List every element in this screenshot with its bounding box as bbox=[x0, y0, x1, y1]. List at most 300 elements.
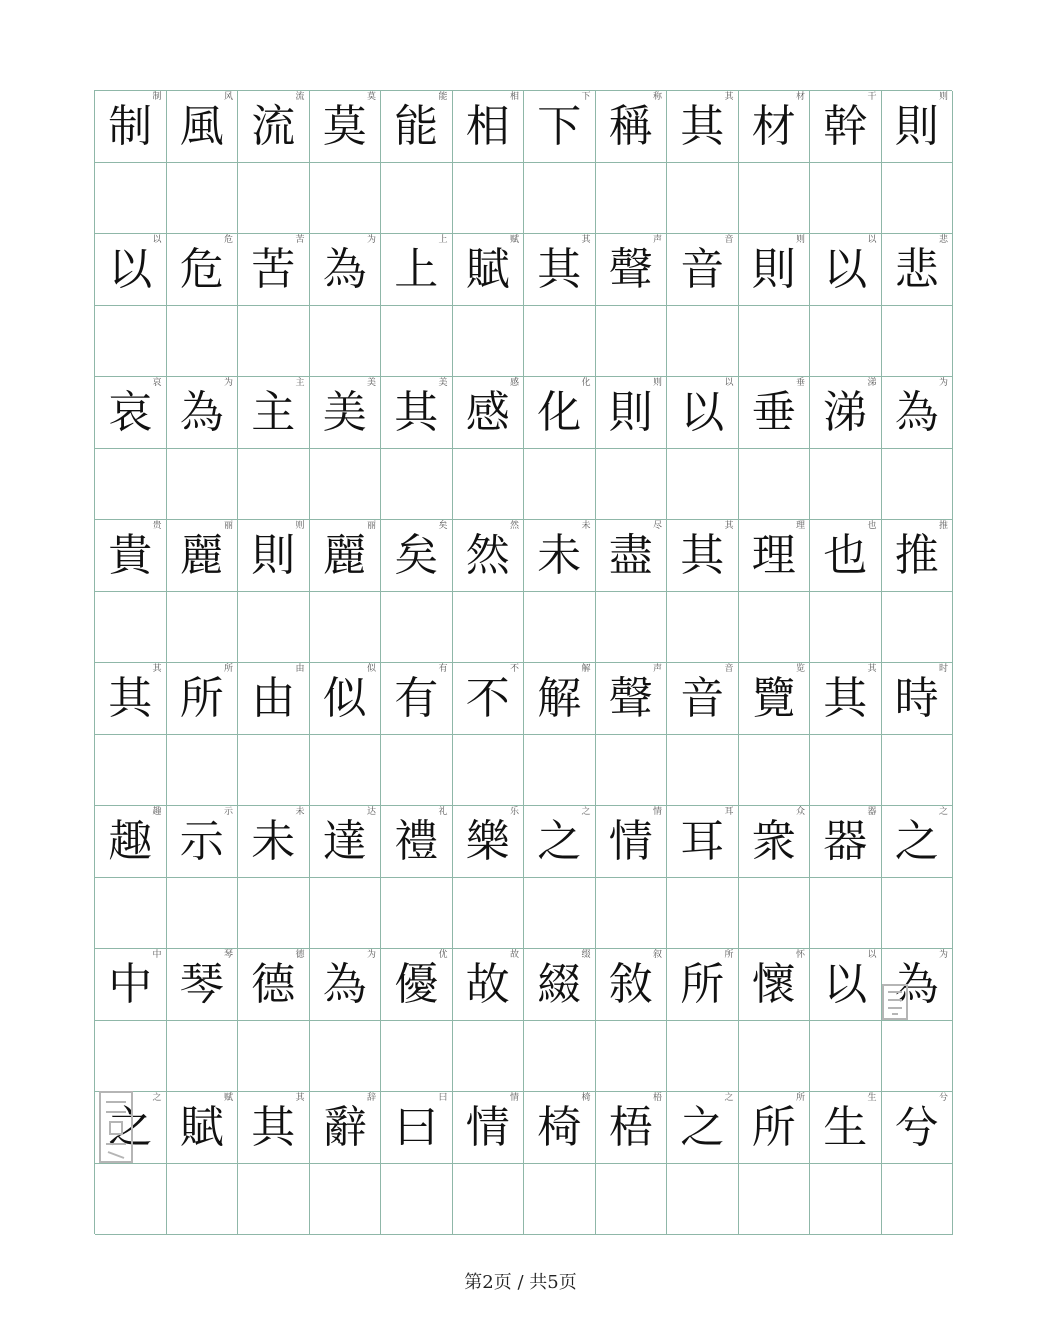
simplified-hint: 达 bbox=[366, 807, 376, 817]
simplified-hint: 美 bbox=[438, 378, 448, 388]
simplified-hint: 则 bbox=[295, 521, 305, 531]
practice-cell bbox=[453, 735, 525, 807]
simplified-hint: 由 bbox=[295, 664, 305, 674]
char-cell bbox=[167, 234, 239, 306]
char-cell bbox=[810, 234, 882, 306]
simplified-hint: 美 bbox=[366, 378, 376, 388]
traditional-char: 則 bbox=[894, 101, 939, 152]
practice-cell bbox=[453, 306, 525, 378]
practice-cell bbox=[310, 163, 382, 235]
practice-cell bbox=[238, 592, 310, 664]
char-cell bbox=[95, 234, 167, 306]
practice-cell bbox=[667, 878, 739, 950]
practice-cell bbox=[95, 1021, 167, 1093]
traditional-char: 達 bbox=[322, 816, 367, 867]
char-cell bbox=[739, 663, 811, 735]
practice-cell bbox=[238, 878, 310, 950]
practice-cell bbox=[739, 163, 811, 235]
traditional-char: 未 bbox=[537, 530, 582, 581]
char-cell bbox=[596, 1092, 668, 1164]
simplified-hint: 椅 bbox=[581, 1093, 591, 1103]
traditional-char: 上 bbox=[394, 244, 439, 295]
simplified-hint: 尽 bbox=[652, 521, 662, 531]
traditional-char: 所 bbox=[179, 673, 224, 724]
traditional-char: 其 bbox=[680, 101, 725, 152]
traditional-char: 麗 bbox=[322, 530, 367, 581]
simplified-hint: 以 bbox=[152, 235, 162, 245]
traditional-char: 解 bbox=[537, 673, 582, 724]
simplified-hint: 推 bbox=[938, 521, 948, 531]
traditional-char: 曰 bbox=[394, 1102, 439, 1153]
practice-cell bbox=[310, 449, 382, 521]
simplified-hint: 主 bbox=[295, 378, 305, 388]
simplified-hint: 之 bbox=[152, 1093, 162, 1103]
practice-cell bbox=[524, 735, 596, 807]
practice-cell bbox=[453, 449, 525, 521]
simplified-hint: 为 bbox=[938, 378, 948, 388]
traditional-char: 材 bbox=[751, 101, 796, 152]
practice-cell bbox=[810, 449, 882, 521]
practice-cell bbox=[667, 1164, 739, 1236]
char-cell bbox=[167, 377, 239, 449]
char-cell bbox=[238, 91, 310, 163]
practice-cell bbox=[524, 1021, 596, 1093]
simplified-hint: 赋 bbox=[509, 235, 519, 245]
traditional-char: 之 bbox=[680, 1102, 725, 1153]
traditional-char: 由 bbox=[251, 673, 296, 724]
simplified-hint: 故 bbox=[509, 950, 519, 960]
simplified-hint: 哀 bbox=[152, 378, 162, 388]
practice-cell bbox=[739, 306, 811, 378]
simplified-hint: 理 bbox=[795, 521, 805, 531]
simplified-hint: 音 bbox=[724, 664, 734, 674]
traditional-char: 矣 bbox=[394, 530, 439, 581]
traditional-char: 相 bbox=[465, 101, 510, 152]
simplified-hint: 中 bbox=[152, 950, 162, 960]
simplified-hint: 所 bbox=[223, 664, 233, 674]
traditional-char: 之 bbox=[894, 816, 939, 867]
char-cell bbox=[596, 91, 668, 163]
practice-cell bbox=[453, 592, 525, 664]
practice-cell bbox=[810, 878, 882, 950]
simplified-hint: 所 bbox=[724, 950, 734, 960]
char-cell bbox=[310, 663, 382, 735]
traditional-char: 示 bbox=[179, 816, 224, 867]
simplified-hint: 未 bbox=[581, 521, 591, 531]
traditional-char: 盡 bbox=[608, 530, 653, 581]
simplified-hint: 赋 bbox=[223, 1093, 233, 1103]
traditional-char: 能 bbox=[394, 101, 439, 152]
practice-cell bbox=[453, 163, 525, 235]
traditional-char: 其 bbox=[251, 1102, 296, 1153]
traditional-char: 覽 bbox=[751, 673, 796, 724]
simplified-hint: 怀 bbox=[795, 950, 805, 960]
traditional-char: 似 bbox=[322, 673, 367, 724]
simplified-hint: 其 bbox=[724, 521, 734, 531]
char-cell bbox=[882, 1092, 954, 1164]
simplified-hint: 下 bbox=[581, 92, 591, 102]
practice-cell bbox=[882, 592, 954, 664]
traditional-char: 風 bbox=[179, 101, 224, 152]
char-cell bbox=[310, 806, 382, 878]
char-cell bbox=[882, 663, 954, 735]
traditional-char: 優 bbox=[394, 959, 439, 1010]
traditional-char: 以 bbox=[108, 244, 153, 295]
simplified-hint: 优 bbox=[438, 950, 448, 960]
simplified-hint: 众 bbox=[795, 807, 805, 817]
traditional-char: 不 bbox=[465, 673, 510, 724]
char-cell bbox=[524, 806, 596, 878]
traditional-char: 敘 bbox=[608, 959, 653, 1010]
practice-cell bbox=[453, 1021, 525, 1093]
simplified-hint: 情 bbox=[652, 807, 662, 817]
traditional-char: 為 bbox=[322, 244, 367, 295]
practice-cell bbox=[95, 163, 167, 235]
practice-cell bbox=[596, 306, 668, 378]
practice-cell bbox=[524, 449, 596, 521]
traditional-char: 之 bbox=[537, 816, 582, 867]
traditional-char: 稱 bbox=[608, 101, 653, 152]
char-cell bbox=[167, 949, 239, 1021]
practice-cell bbox=[238, 306, 310, 378]
char-cell bbox=[667, 377, 739, 449]
practice-cell bbox=[381, 735, 453, 807]
traditional-char: 危 bbox=[179, 244, 224, 295]
char-cell bbox=[739, 520, 811, 592]
simplified-hint: 垂 bbox=[795, 378, 805, 388]
simplified-hint: 缀 bbox=[581, 950, 591, 960]
traditional-char: 化 bbox=[537, 387, 582, 438]
practice-cell bbox=[381, 306, 453, 378]
traditional-char: 為 bbox=[894, 387, 939, 438]
char-cell bbox=[739, 91, 811, 163]
char-cell bbox=[238, 377, 310, 449]
practice-cell bbox=[453, 1164, 525, 1236]
char-cell bbox=[667, 663, 739, 735]
practice-cell bbox=[167, 1164, 239, 1236]
traditional-char: 其 bbox=[108, 673, 153, 724]
traditional-char: 為 bbox=[322, 959, 367, 1010]
simplified-hint: 声 bbox=[652, 664, 662, 674]
char-cell bbox=[739, 234, 811, 306]
char-cell bbox=[453, 1092, 525, 1164]
practice-cell bbox=[667, 1021, 739, 1093]
char-cell bbox=[667, 949, 739, 1021]
practice-cell bbox=[381, 449, 453, 521]
simplified-hint: 其 bbox=[295, 1093, 305, 1103]
simplified-hint: 也 bbox=[867, 521, 877, 531]
practice-cell bbox=[667, 735, 739, 807]
traditional-char: 聲 bbox=[608, 244, 653, 295]
char-cell bbox=[381, 949, 453, 1021]
char-cell bbox=[167, 663, 239, 735]
traditional-char: 下 bbox=[537, 101, 582, 152]
simplified-hint: 生 bbox=[867, 1093, 877, 1103]
traditional-char: 以 bbox=[823, 959, 868, 1010]
page-footer: 第2页 / 共5页 bbox=[464, 1272, 577, 1293]
traditional-char: 其 bbox=[823, 673, 868, 724]
char-cell bbox=[95, 1092, 167, 1164]
traditional-char: 衆 bbox=[751, 816, 796, 867]
simplified-hint: 则 bbox=[652, 378, 662, 388]
practice-cell bbox=[310, 306, 382, 378]
traditional-char: 為 bbox=[894, 959, 939, 1010]
simplified-hint: 相 bbox=[509, 92, 519, 102]
simplified-hint: 矣 bbox=[438, 521, 448, 531]
simplified-hint: 以 bbox=[867, 235, 877, 245]
practice-cell bbox=[739, 735, 811, 807]
simplified-hint: 危 bbox=[223, 235, 233, 245]
simplified-hint: 叙 bbox=[652, 950, 662, 960]
simplified-hint: 之 bbox=[581, 807, 591, 817]
practice-cell bbox=[238, 1021, 310, 1093]
practice-cell bbox=[95, 449, 167, 521]
practice-cell bbox=[95, 1164, 167, 1236]
simplified-hint: 然 bbox=[509, 521, 519, 531]
traditional-char: 禮 bbox=[394, 816, 439, 867]
practice-cell bbox=[95, 592, 167, 664]
char-cell bbox=[810, 806, 882, 878]
traditional-char: 則 bbox=[608, 387, 653, 438]
practice-cell bbox=[596, 1021, 668, 1093]
char-cell bbox=[381, 663, 453, 735]
char-cell bbox=[667, 1092, 739, 1164]
simplified-hint: 兮 bbox=[938, 1093, 948, 1103]
traditional-char: 時 bbox=[894, 673, 939, 724]
simplified-hint: 为 bbox=[223, 378, 233, 388]
simplified-hint: 曰 bbox=[438, 1093, 448, 1103]
traditional-char: 聲 bbox=[608, 673, 653, 724]
practice-cell bbox=[882, 449, 954, 521]
simplified-hint: 览 bbox=[795, 664, 805, 674]
simplified-hint: 悲 bbox=[938, 235, 948, 245]
simplified-hint: 梧 bbox=[652, 1093, 662, 1103]
traditional-char: 制 bbox=[108, 101, 153, 152]
char-cell bbox=[882, 377, 954, 449]
char-cell bbox=[238, 806, 310, 878]
char-cell bbox=[453, 377, 525, 449]
char-cell bbox=[95, 663, 167, 735]
char-cell bbox=[810, 949, 882, 1021]
practice-cell bbox=[882, 735, 954, 807]
char-cell bbox=[524, 91, 596, 163]
practice-cell bbox=[882, 306, 954, 378]
simplified-hint: 风 bbox=[223, 92, 233, 102]
practice-cell bbox=[310, 1164, 382, 1236]
simplified-hint: 之 bbox=[938, 807, 948, 817]
simplified-hint: 则 bbox=[938, 92, 948, 102]
traditional-char: 琴 bbox=[179, 959, 224, 1010]
char-cell bbox=[667, 520, 739, 592]
char-cell bbox=[167, 806, 239, 878]
traditional-char: 故 bbox=[465, 959, 510, 1010]
simplified-hint: 制 bbox=[152, 92, 162, 102]
char-cell bbox=[596, 663, 668, 735]
char-cell bbox=[310, 91, 382, 163]
practice-cell bbox=[524, 163, 596, 235]
traditional-char: 梧 bbox=[608, 1102, 653, 1153]
practice-cell bbox=[310, 1021, 382, 1093]
simplified-hint: 之 bbox=[724, 1093, 734, 1103]
char-cell bbox=[453, 949, 525, 1021]
traditional-char: 以 bbox=[823, 244, 868, 295]
char-cell bbox=[238, 663, 310, 735]
char-cell bbox=[524, 377, 596, 449]
practice-cell bbox=[739, 878, 811, 950]
simplified-hint: 以 bbox=[867, 950, 877, 960]
char-cell bbox=[524, 949, 596, 1021]
char-cell bbox=[381, 1092, 453, 1164]
simplified-hint: 流 bbox=[295, 92, 305, 102]
traditional-char: 兮 bbox=[894, 1102, 939, 1153]
char-cell bbox=[310, 1092, 382, 1164]
traditional-char: 情 bbox=[608, 816, 653, 867]
simplified-hint: 丽 bbox=[223, 521, 233, 531]
char-cell bbox=[882, 234, 954, 306]
traditional-char: 有 bbox=[394, 673, 439, 724]
simplified-hint: 所 bbox=[795, 1093, 805, 1103]
simplified-hint: 能 bbox=[438, 92, 448, 102]
simplified-hint: 上 bbox=[438, 235, 448, 245]
simplified-hint: 不 bbox=[509, 664, 519, 674]
simplified-hint: 莫 bbox=[366, 92, 376, 102]
char-cell bbox=[381, 91, 453, 163]
char-cell bbox=[95, 520, 167, 592]
practice-cell bbox=[167, 306, 239, 378]
char-cell bbox=[310, 949, 382, 1021]
char-cell bbox=[596, 234, 668, 306]
char-cell bbox=[524, 520, 596, 592]
traditional-char: 樂 bbox=[465, 816, 510, 867]
practice-cell bbox=[238, 1164, 310, 1236]
traditional-char: 生 bbox=[823, 1102, 868, 1153]
traditional-char: 器 bbox=[823, 816, 868, 867]
simplified-hint: 声 bbox=[652, 235, 662, 245]
practice-cell bbox=[667, 592, 739, 664]
char-cell bbox=[381, 377, 453, 449]
traditional-char: 音 bbox=[680, 673, 725, 724]
char-cell bbox=[739, 949, 811, 1021]
traditional-char: 美 bbox=[322, 387, 367, 438]
practice-cell bbox=[596, 163, 668, 235]
char-cell bbox=[238, 949, 310, 1021]
practice-cell bbox=[882, 163, 954, 235]
char-cell bbox=[882, 91, 954, 163]
simplified-hint: 有 bbox=[438, 664, 448, 674]
char-cell bbox=[810, 377, 882, 449]
char-cell bbox=[882, 949, 954, 1021]
simplified-hint: 耳 bbox=[724, 807, 734, 817]
practice-cell bbox=[381, 592, 453, 664]
simplified-hint: 解 bbox=[581, 664, 591, 674]
practice-cell bbox=[524, 878, 596, 950]
practice-cell bbox=[739, 1021, 811, 1093]
traditional-char: 趣 bbox=[108, 816, 153, 867]
practice-cell bbox=[667, 306, 739, 378]
practice-cell bbox=[238, 449, 310, 521]
char-cell bbox=[238, 1092, 310, 1164]
simplified-hint: 则 bbox=[795, 235, 805, 245]
practice-cell bbox=[596, 592, 668, 664]
traditional-char: 賦 bbox=[179, 1102, 224, 1153]
practice-cell bbox=[882, 1164, 954, 1236]
practice-cell bbox=[381, 878, 453, 950]
traditional-char: 幹 bbox=[823, 101, 868, 152]
simplified-hint: 其 bbox=[581, 235, 591, 245]
practice-cell bbox=[810, 735, 882, 807]
traditional-char: 哀 bbox=[108, 387, 153, 438]
simplified-hint: 乐 bbox=[509, 807, 519, 817]
simplified-hint: 其 bbox=[152, 664, 162, 674]
char-cell bbox=[667, 806, 739, 878]
practice-cell bbox=[167, 163, 239, 235]
traditional-char: 綴 bbox=[537, 959, 582, 1010]
practice-cell bbox=[310, 878, 382, 950]
simplified-hint: 未 bbox=[295, 807, 305, 817]
char-cell bbox=[310, 234, 382, 306]
traditional-char: 賦 bbox=[465, 244, 510, 295]
practice-cell bbox=[381, 1164, 453, 1236]
traditional-char: 其 bbox=[537, 244, 582, 295]
char-cell bbox=[310, 377, 382, 449]
practice-cell bbox=[882, 1021, 954, 1093]
traditional-char: 則 bbox=[751, 244, 796, 295]
simplified-hint: 似 bbox=[366, 664, 376, 674]
char-cell bbox=[596, 949, 668, 1021]
traditional-char: 涕 bbox=[823, 387, 868, 438]
traditional-char: 苦 bbox=[251, 244, 296, 295]
practice-cell bbox=[882, 878, 954, 950]
simplified-hint: 感 bbox=[509, 378, 519, 388]
char-cell bbox=[453, 806, 525, 878]
traditional-char: 莫 bbox=[322, 101, 367, 152]
simplified-hint: 称 bbox=[652, 92, 662, 102]
traditional-char: 耳 bbox=[680, 816, 725, 867]
char-cell bbox=[810, 520, 882, 592]
traditional-char: 所 bbox=[680, 959, 725, 1010]
char-cell bbox=[453, 234, 525, 306]
simplified-hint: 趣 bbox=[152, 807, 162, 817]
simplified-hint: 为 bbox=[366, 950, 376, 960]
practice-cell bbox=[596, 735, 668, 807]
practice-cell bbox=[596, 449, 668, 521]
practice-cell bbox=[810, 1164, 882, 1236]
traditional-char: 則 bbox=[251, 530, 296, 581]
char-cell bbox=[882, 520, 954, 592]
practice-cell bbox=[524, 306, 596, 378]
traditional-char: 情 bbox=[465, 1102, 510, 1153]
practice-cell bbox=[381, 163, 453, 235]
simplified-hint: 为 bbox=[366, 235, 376, 245]
simplified-hint: 器 bbox=[867, 807, 877, 817]
traditional-char: 以 bbox=[680, 387, 725, 438]
char-cell bbox=[524, 663, 596, 735]
traditional-char: 推 bbox=[894, 530, 939, 581]
practice-cell bbox=[95, 878, 167, 950]
traditional-char: 然 bbox=[465, 530, 510, 581]
simplified-hint: 其 bbox=[724, 92, 734, 102]
practice-cell bbox=[524, 1164, 596, 1236]
traditional-char: 德 bbox=[251, 959, 296, 1010]
traditional-char: 其 bbox=[394, 387, 439, 438]
simplified-hint: 干 bbox=[867, 92, 877, 102]
char-cell bbox=[810, 91, 882, 163]
char-cell bbox=[524, 234, 596, 306]
char-cell bbox=[739, 806, 811, 878]
traditional-char: 理 bbox=[751, 530, 796, 581]
simplified-hint: 贵 bbox=[152, 521, 162, 531]
simplified-hint: 材 bbox=[795, 92, 805, 102]
